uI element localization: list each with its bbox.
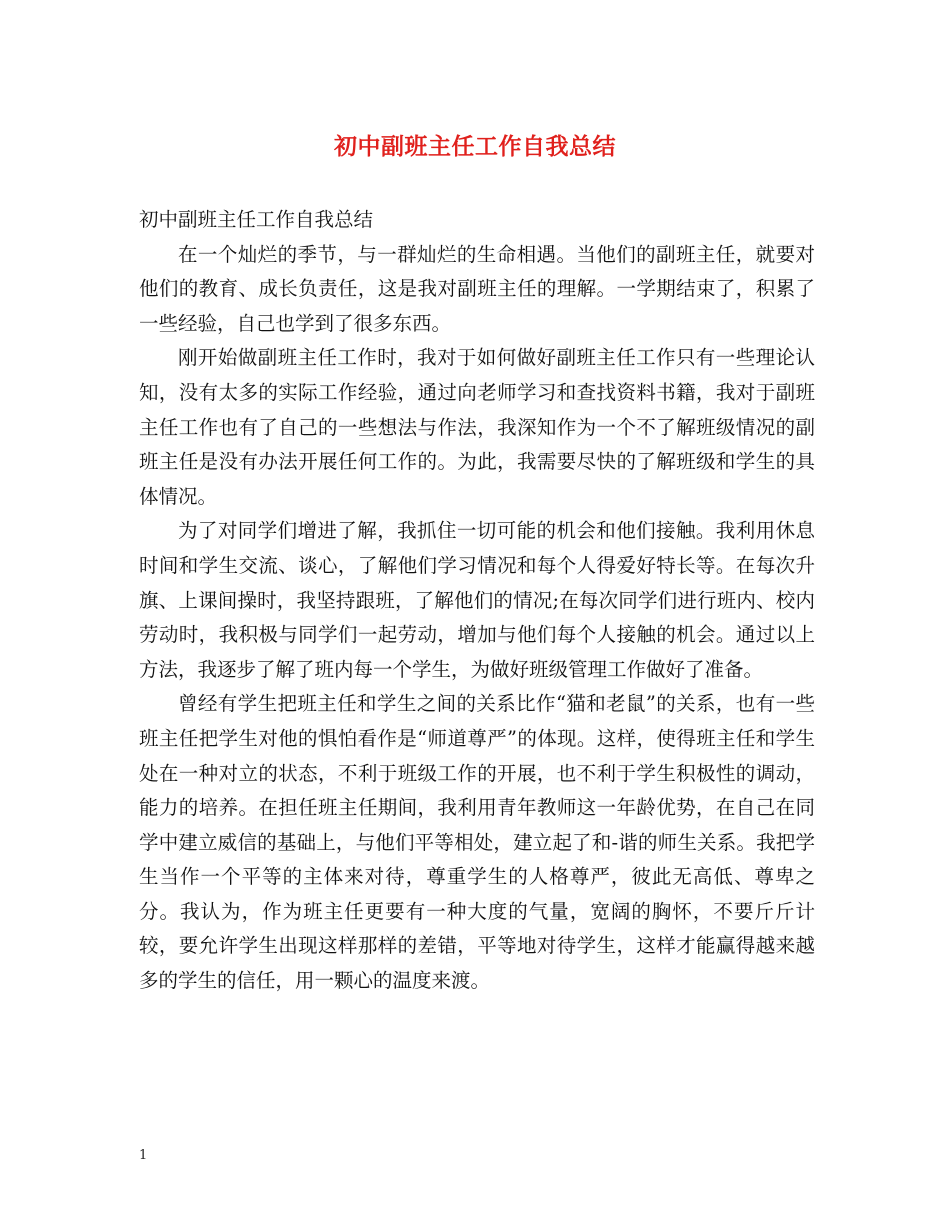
document-body xyxy=(139,203,815,999)
page-number: 1 xyxy=(139,1148,148,1163)
document-title: 初中副班主任工作自我总结 xyxy=(334,133,616,160)
paragraph: 曾经有学生把班主任和学生之间的关系比作“猫和老鼠”的关系，也有一些班主任把学生对他的惧怕看作是“师道尊严”的体现。这样，使得班主任和学生处在一种对立的状态，不利于班级工作的开展，也不利于学生积极性的调动，能力的培养。在担任班主任期间，我利用青年教师这一年龄优势，在自己在同学中建立威信的基础上，与他们平等相处，建立起了和-谐的师生关系。我把学生当作一个平等的主体来对待，尊重学生的人格尊严，彼此无高低、尊卑之分。我认为，作为班主任更要有一种大度的气量，宽阔的胸怀，不要斤斤计较，要允许学生出现这样那样的差错，平等地对待学生，这样才能赢得越来越多的学生的信任，用一颗心的温度来渡。 xyxy=(139,692,815,993)
paragraph: 刚开始做副班主任工作时，我对于如何做好副班主任工作只有一些理论认知，没有太多的实际工作经验，通过向老师学习和查找资料书籍，我对于副班主任工作也有了自己的一些想法与作法，我深知作为一个不了解班级情况的副班主任是没有办法开展任何工作的。为此，我需要尽快的了解班级和学生的具体情况。 xyxy=(139,346,815,508)
paragraph: 为了对同学们增进了解，我抓住一切可能的机会和他们接触。我利用休息时间和学生交流、谈心，了解他们学习情况和每个人得爱好特长等。在每次升旗、上课间操时，我坚持跟班，了解他们的情况;在每次同学们进行班内、校内劳动时，我积极与同学们一起劳动，增加与他们每个人接触的机会。通过以上方法，我逐步了解了班内每一个学生，为做好班级管理工作做好了准备。 xyxy=(139,519,815,681)
document-subtitle: 初中副班主任工作自我总结 xyxy=(139,208,374,231)
paragraph: 在一个灿烂的季节，与一群灿烂的生命相遇。当他们的副班主任，就要对他们的教育、成长负责任，这是我对副班主任的理解。一学期结束了，积累了一些经验，自己也学到了很多东西。 xyxy=(139,242,815,335)
